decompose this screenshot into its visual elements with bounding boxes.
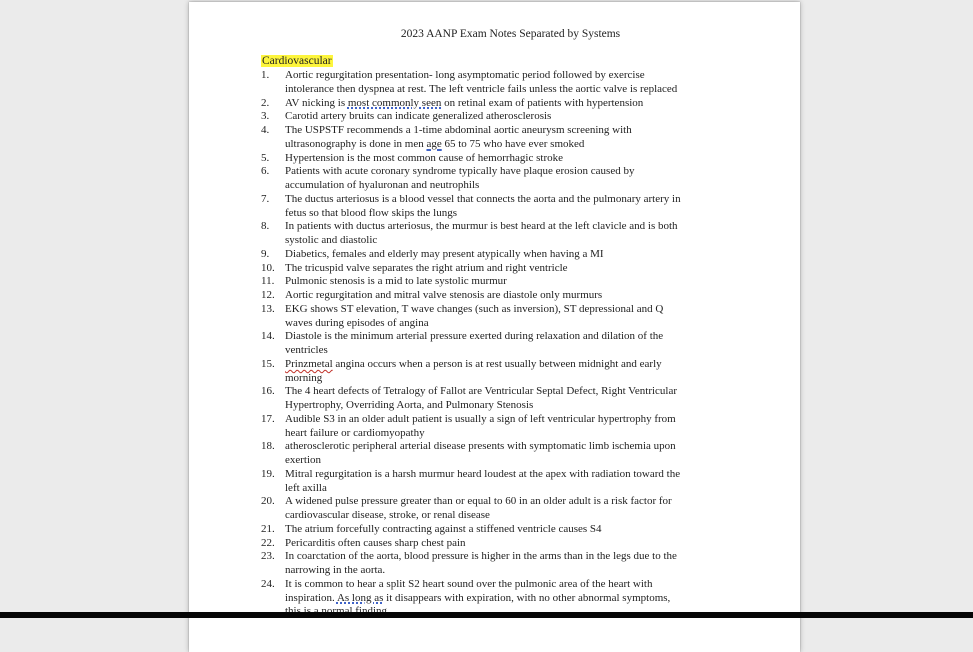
list-item-number: 9. [261, 247, 270, 260]
list-item-text: atherosclerotic peripheral arterial disease presents with symptomatic limb ischemia upon exertion [285, 440, 676, 466]
list-item-number: 10. [261, 261, 275, 274]
list-item-number: 3. [261, 110, 270, 123]
list-item [261, 193, 744, 221]
list-item [261, 289, 744, 303]
list-item [261, 330, 744, 358]
document-title: 2023 AANP Exam Notes Separated by Systems [400, 28, 621, 40]
list-item-text: Pericarditis often causes sharp chest pain [285, 536, 466, 549]
list-item [261, 537, 744, 551]
list-item [261, 440, 744, 468]
list-item-text: The tricuspid valve separates the right atrium and right ventricle [285, 261, 568, 274]
list-item-text: Carotid artery bruits can indicate generalized atherosclerosis [285, 110, 552, 123]
list-item [261, 468, 744, 496]
list-item-text: In coarctation of the aorta, blood pressure is higher in the arms than in the legs due to the narrowing in the aorta. [285, 550, 677, 576]
list-item-text: Aortic regurgitation presentation- long asymptomatic period followed by exercise intolerance then dyspnea at rest. The left ventricle fails unless the aortic valve is replaced [285, 69, 678, 95]
list-item-text: The ductus arteriosus is a blood vessel that connects the aorta and the pulmonary artery in fetus so that blood flow skips the lungs [285, 192, 681, 219]
list-item [261, 69, 744, 97]
list-item-number: 7. [261, 192, 270, 205]
list-item-text: Audible S3 in an older adult patient is usually a sign of left ventricular hypertrophy from heart failure or cardiomyopathy [285, 412, 676, 439]
section-heading-highlight: Cardiovascular [262, 55, 332, 67]
list-item-number: 6. [261, 165, 270, 178]
list-item [261, 385, 744, 413]
list-item-number: 22. [261, 536, 275, 549]
list-item-text: Aortic regurgitation and mitral valve stenosis are diastole only murmurs [285, 289, 603, 301]
list-item-number: 4. [261, 124, 270, 136]
list-item-text: The atrium forcefully contracting against a stiffened ventricle causes S4 [285, 522, 602, 535]
notes-list [261, 69, 744, 619]
list-item-text: In patients with ductus arteriosus, the murmur is best heard at the left clavicle and is both systolic and diastolic [285, 220, 678, 246]
list-item [261, 495, 744, 523]
grammar-underline: age [426, 137, 442, 150]
list-item [261, 523, 744, 537]
list-item-number: 21. [261, 522, 275, 535]
list-item [261, 165, 744, 193]
list-item [261, 413, 744, 441]
list-item-number: 20. [261, 495, 275, 508]
list-item-number: 19. [261, 467, 275, 480]
list-item [261, 248, 744, 262]
list-item [261, 303, 744, 331]
list-item [261, 262, 744, 276]
list-item-text: Pulmonic stenosis is a mid to late systolic murmur [285, 275, 507, 288]
list-item [261, 152, 744, 166]
document-page[interactable] [189, 2, 800, 652]
grammar-underline: most commonly seen [347, 96, 442, 109]
list-item-text: AV nicking is most commonly seen on retinal exam of patients with hypertension [285, 96, 644, 109]
list-item-text: Hypertension is the most common cause of hemorrhagic stroke [285, 151, 563, 164]
list-item-text: It is common to hear a split S2 heart sound over the pulmonic area of the heart with inspiration. As long as it disappears with expiration, with no other abnormal symptoms, [285, 578, 744, 619]
list-item-text: Diastole is the minimum arterial pressure exerted during relaxation and dilation of the ventricles [285, 330, 664, 356]
list-item-number: 16. [261, 385, 275, 398]
list-item-number: 2. [261, 96, 270, 109]
list-item-number: 17. [261, 412, 275, 425]
list-item-text: Patients with acute coronary syndrome typically have plaque erosion caused by accumulation of hyaluronan and neutrophils [285, 165, 635, 191]
list-item-number: 18. [261, 440, 275, 453]
list-item [261, 124, 744, 152]
list-item-number: 8. [261, 220, 270, 233]
list-item-number: 15. [261, 357, 275, 370]
list-item [261, 110, 744, 124]
page-content [189, 2, 800, 619]
list-item [261, 220, 744, 248]
list-item-number: 23. [261, 550, 275, 563]
list-item-text: Prinzmetal angina occurs when a person is at rest usually between midnight and early morning [285, 357, 662, 384]
spellcheck-underline: Prinzmetal [285, 357, 333, 370]
list-item [261, 275, 744, 289]
list-item-text: The 4 heart defects of Tetralogy of Fallot are Ventricular Septal Defect, Right Ventricular Hypertrophy, Overriding Aorta, and Pulmonary Stenosis [285, 385, 678, 411]
list-item-text: A widened pulse pressure greater than or equal to 60 in an older adult is a risk factor for cardiovascular disease, stroke, or renal disease [285, 495, 672, 521]
list-item-number: 24. [261, 577, 275, 590]
grammar-underline: As long as [336, 591, 384, 604]
list-item-text: Diabetics, females and elderly may present atypically when having a MI [285, 247, 604, 260]
list-item-number: 11. [261, 275, 275, 288]
list-item-text: Mitral regurgitation is a harsh murmur heard loudest at the apex with radiation toward the left axilla [285, 467, 681, 494]
section-heading [261, 54, 744, 68]
list-item-text: EKG shows ST elevation, T wave changes (such as inversion), ST depressional and Q waves during episodes of angina [285, 302, 664, 329]
list-item [261, 550, 744, 578]
list-item-number: 14. [261, 330, 275, 343]
list-item [261, 97, 744, 111]
letterbox-bar [0, 612, 973, 618]
list-item-number: 13. [261, 302, 275, 315]
list-item [261, 358, 744, 386]
list-item-number: 12. [261, 289, 275, 301]
list-item-number: 5. [261, 151, 270, 164]
list-item-number: 1. [261, 69, 270, 81]
list-item-text: The USPSTF recommends a 1-time abdominal aortic aneurysm screening with ultrasonography is done in men age 65 to 75 who have ever smoked [285, 124, 632, 150]
